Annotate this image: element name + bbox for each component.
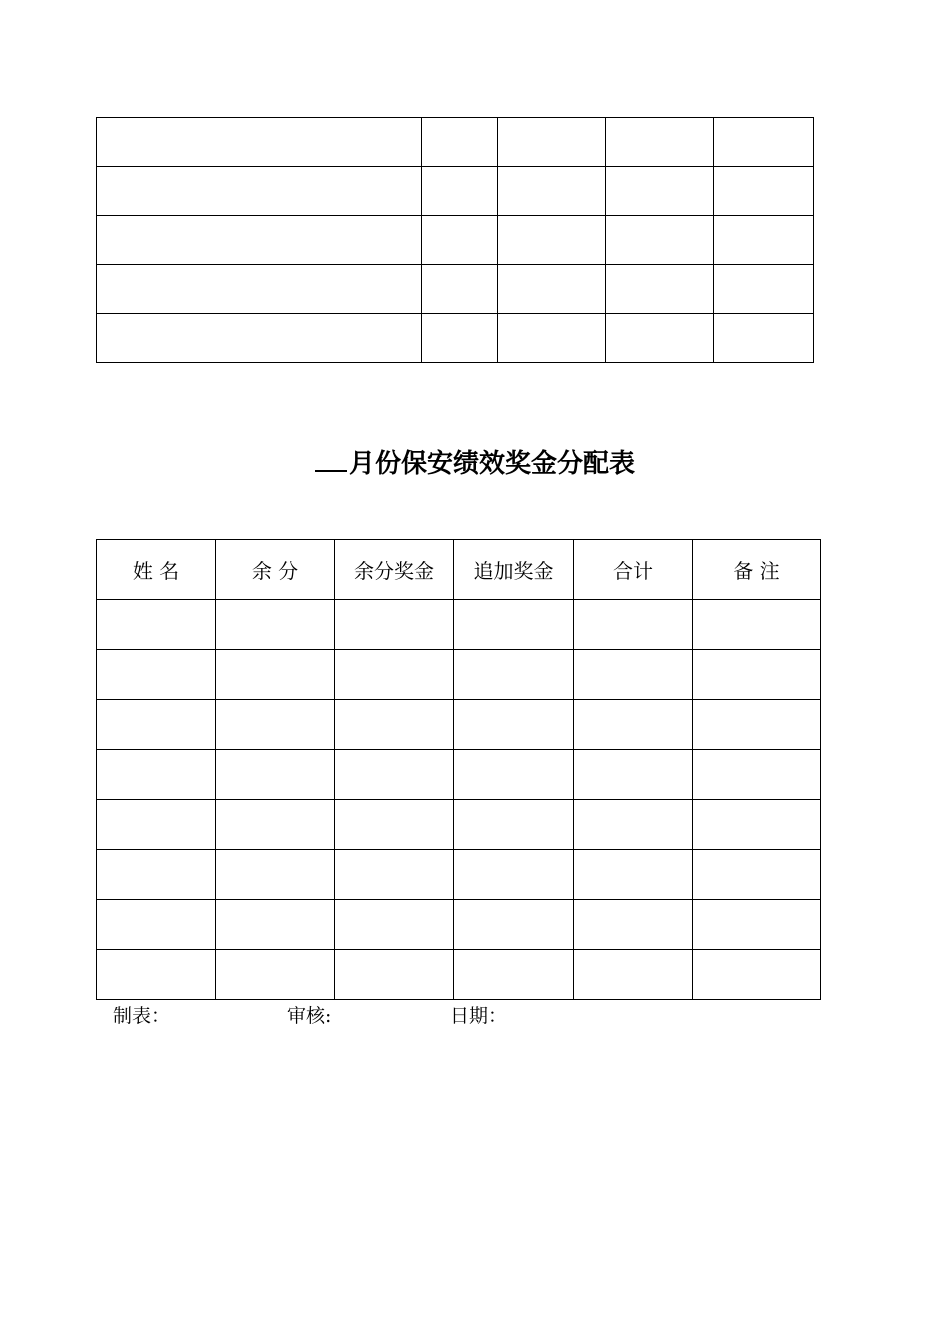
table-cell xyxy=(574,800,693,850)
table-cell xyxy=(574,650,693,700)
header-total: 合计 xyxy=(574,540,693,600)
table-cell xyxy=(454,600,574,650)
table-cell xyxy=(422,314,498,363)
bonus-distribution-table xyxy=(96,539,821,1000)
table-cell xyxy=(714,265,814,314)
previous-table xyxy=(96,117,814,363)
table-cell xyxy=(97,600,216,650)
table-cell xyxy=(216,650,335,700)
table-cell xyxy=(422,118,498,167)
header-name: 姓 名 xyxy=(97,540,216,600)
table-row xyxy=(97,314,814,363)
prepared-by-label: 制表： xyxy=(113,1005,171,1027)
table-cell xyxy=(454,750,574,800)
table-cell xyxy=(498,167,606,216)
table-row xyxy=(97,800,821,850)
table-cell xyxy=(714,314,814,363)
table-cell xyxy=(97,800,216,850)
table-cell xyxy=(606,265,714,314)
header-remaining-points: 余 分 xyxy=(216,540,335,600)
table-row xyxy=(97,118,814,167)
table-row xyxy=(97,167,814,216)
table-row xyxy=(97,650,821,700)
table-cell xyxy=(606,167,714,216)
reviewed-by-label: 审核: xyxy=(287,1005,332,1027)
table-cell xyxy=(498,118,606,167)
table-cell xyxy=(454,800,574,850)
table-cell xyxy=(714,216,814,265)
table-cell xyxy=(335,900,454,950)
table-cell xyxy=(498,216,606,265)
table-cell xyxy=(454,700,574,750)
table-cell xyxy=(574,950,693,1000)
table-cell xyxy=(693,700,821,750)
table-cell xyxy=(454,850,574,900)
header-additional-bonus: 追加奖金 xyxy=(454,540,574,600)
table-cell xyxy=(574,900,693,950)
table-cell xyxy=(498,265,606,314)
table-cell xyxy=(574,850,693,900)
header-remarks: 备 注 xyxy=(693,540,821,600)
table-cell xyxy=(454,650,574,700)
table-cell xyxy=(335,950,454,1000)
table-cell xyxy=(693,650,821,700)
table-cell xyxy=(498,314,606,363)
table-cell xyxy=(693,800,821,850)
table-row xyxy=(97,850,821,900)
table-cell xyxy=(216,800,335,850)
table-cell xyxy=(422,265,498,314)
table-cell xyxy=(97,216,422,265)
table-cell xyxy=(335,650,454,700)
table-cell xyxy=(97,700,216,750)
table-cell xyxy=(454,950,574,1000)
header-row xyxy=(97,540,821,600)
table-cell xyxy=(574,600,693,650)
table-cell xyxy=(97,750,216,800)
table-row xyxy=(97,900,821,950)
table-cell xyxy=(335,700,454,750)
title-text: 月份保安绩效奖金分配表 xyxy=(348,449,635,479)
table-cell xyxy=(606,314,714,363)
table-cell xyxy=(97,118,422,167)
table-row xyxy=(97,700,821,750)
table-cell xyxy=(574,700,693,750)
table-cell xyxy=(422,167,498,216)
month-blank xyxy=(315,444,347,472)
table-cell xyxy=(606,216,714,265)
table-cell xyxy=(97,167,422,216)
table-cell xyxy=(693,950,821,1000)
table-cell xyxy=(335,600,454,650)
table-row xyxy=(97,750,821,800)
table-cell xyxy=(606,118,714,167)
table-cell xyxy=(693,850,821,900)
table-cell xyxy=(335,750,454,800)
table-cell xyxy=(422,216,498,265)
table-cell xyxy=(97,900,216,950)
table-cell xyxy=(714,167,814,216)
table-cell xyxy=(693,600,821,650)
table-cell xyxy=(335,850,454,900)
date-label: 日期： xyxy=(450,1005,508,1027)
table-cell xyxy=(574,750,693,800)
table-cell xyxy=(97,850,216,900)
document-title xyxy=(0,443,950,480)
table-row xyxy=(97,600,821,650)
table-cell xyxy=(714,118,814,167)
table-cell xyxy=(216,950,335,1000)
table-cell xyxy=(97,650,216,700)
table-row xyxy=(97,265,814,314)
header-remaining-points-bonus: 余分奖金 xyxy=(335,540,454,600)
table-cell xyxy=(216,900,335,950)
table-cell xyxy=(335,800,454,850)
table-row xyxy=(97,216,814,265)
table-cell xyxy=(454,900,574,950)
table-cell xyxy=(216,600,335,650)
signature-line xyxy=(113,1001,813,1027)
table-cell xyxy=(216,750,335,800)
table-row xyxy=(97,950,821,1000)
table-cell xyxy=(693,750,821,800)
table-cell xyxy=(216,700,335,750)
table-cell xyxy=(97,314,422,363)
table-cell xyxy=(216,850,335,900)
table-cell xyxy=(97,265,422,314)
table-cell xyxy=(97,950,216,1000)
table-cell xyxy=(693,900,821,950)
